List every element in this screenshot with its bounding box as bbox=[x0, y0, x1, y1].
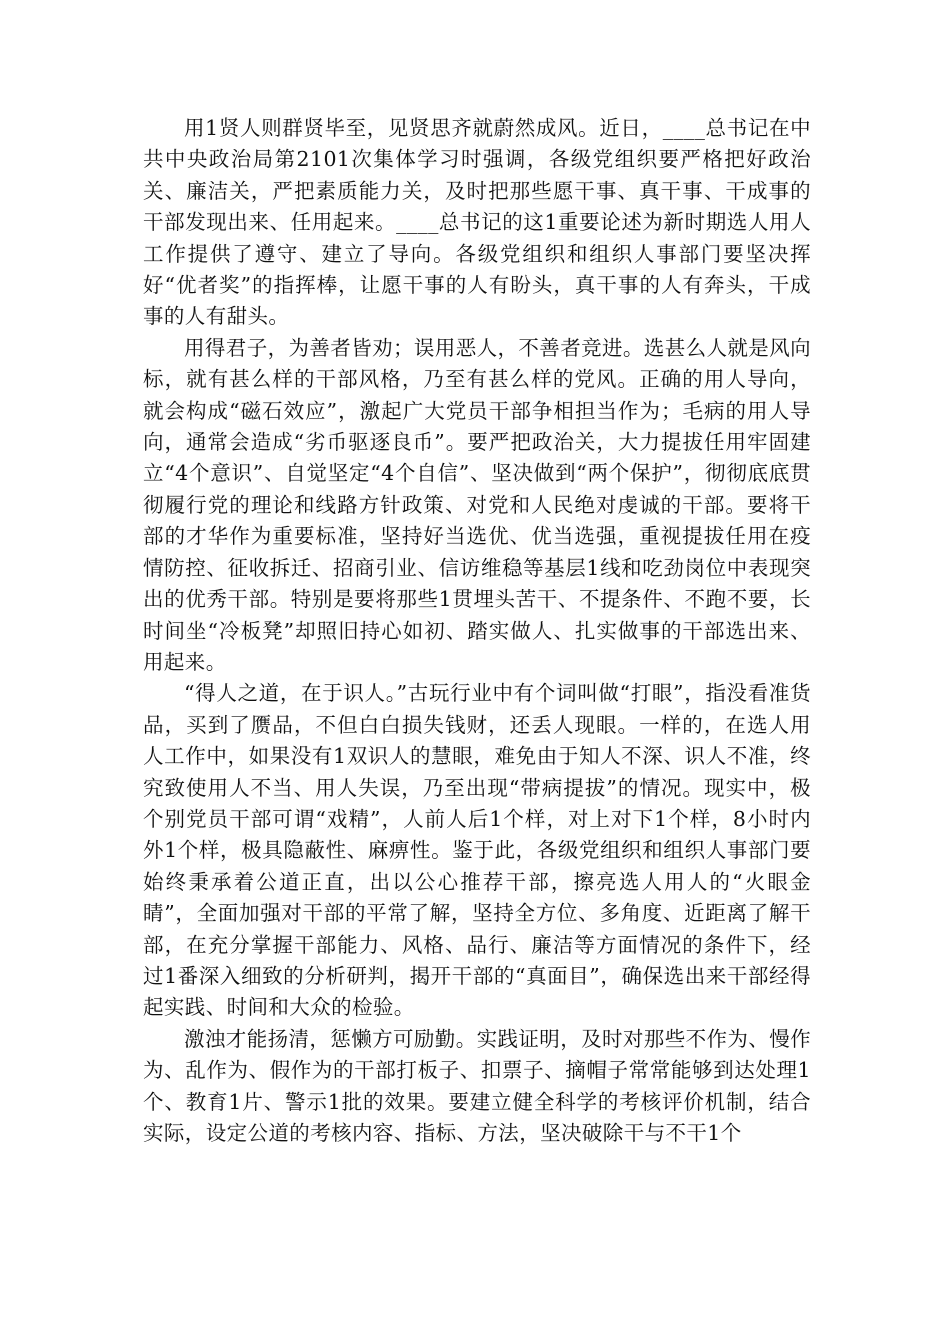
document-body bbox=[143, 113, 811, 1149]
paragraph-4: 激浊才能扬清，惩懒方可励勤。实践证明，及时对那些不作为、慢作为、乱作为、假作为的干部打板子、扣票子、摘帽子常常能够到达处理1个、教育1片、警示1批的效果。要建立健全科学的考核评价机制，结合实际，设定公道的考核内容、指标、方法，坚决破除干与不干1个 bbox=[143, 1026, 811, 1145]
paragraph-1: 用1贤人则群贤毕至，见贤思齐就蔚然成风。近日，____总书记在中共中央政治局第2101次集体学习时强调，各级党组织要严格把好政治关、廉洁关，严把素质能力关，及时把那些愿干事、真干事、干成事的干部发现出来、任用起来。____总书记的这1重要论述为新时期选人用人工作提供了遵守、建立了导向。各级党组织和组织人事部门要坚决挥好“优者奖”的指挥棒，让愿干事的人有盼头，真干事的人有奔头，干成事的人有甜头。 bbox=[143, 116, 811, 329]
paragraph-3: “得人之道，在于识人。”古玩行业中有个词叫做“打眼”，指没看准货品，买到了赝品，不但白白损失钱财，还丢人现眼。一样的，在选人用人工作中，如果没有1双识人的慧眼，难免由于知人不深、识人不准，终究致使用人不当、用人失误，乃至出现“带病提拔”的情况。现实中，极个别党员干部可谓“戏精”，人前人后1个样，对上对下1个样，8小时内外1个样，极具隐蔽性、麻痹性。鉴于此，各级党组织和组织人事部门要始终秉承着公道正直，出以公心推荐干部，擦亮选人用人的“火眼金睛”，全面加强对干部的平常了解，坚持全方位、多角度、近距离了解干部，在充分掌握干部能力、风格、品行、廉洁等方面情况的条件下，经过1番深入细致的分析研判，揭开干部的“真面目”，确保选出来干部经得起实践、时间和大众的检验。 bbox=[143, 681, 811, 1020]
paragraph-2: 用得君子，为善者皆劝；误用恶人，不善者竞进。选甚么人就是风向标，就有甚么样的干部风格，乃至有甚么样的党风。正确的用人导向，就会构成“磁石效应”，激起广大党员干部争相担当作为；毛病的用人导向，通常会造成“劣币驱逐良币”。要严把政治关，大力提拔任用牢固建立“4个意识”、自觉坚定“4个自信”、坚决做到“两个保护”，彻彻底底贯彻履行党的理论和线路方针政策、对党和人民绝对虔诚的干部。要将干部的才华作为重要标准，坚持好当选优、优当选强，重视提拔任用在疫情防控、征收拆迁、招商引业、信访维稳等基层1线和吃劲岗位中表现突出的优秀干部。特别是要将那些1贯埋头苦干、不提条件、不跑不要，长时间坐“冷板凳”却照旧持心如初、踏实做人、扎实做事的干部选出来、用起来。 bbox=[143, 335, 811, 674]
